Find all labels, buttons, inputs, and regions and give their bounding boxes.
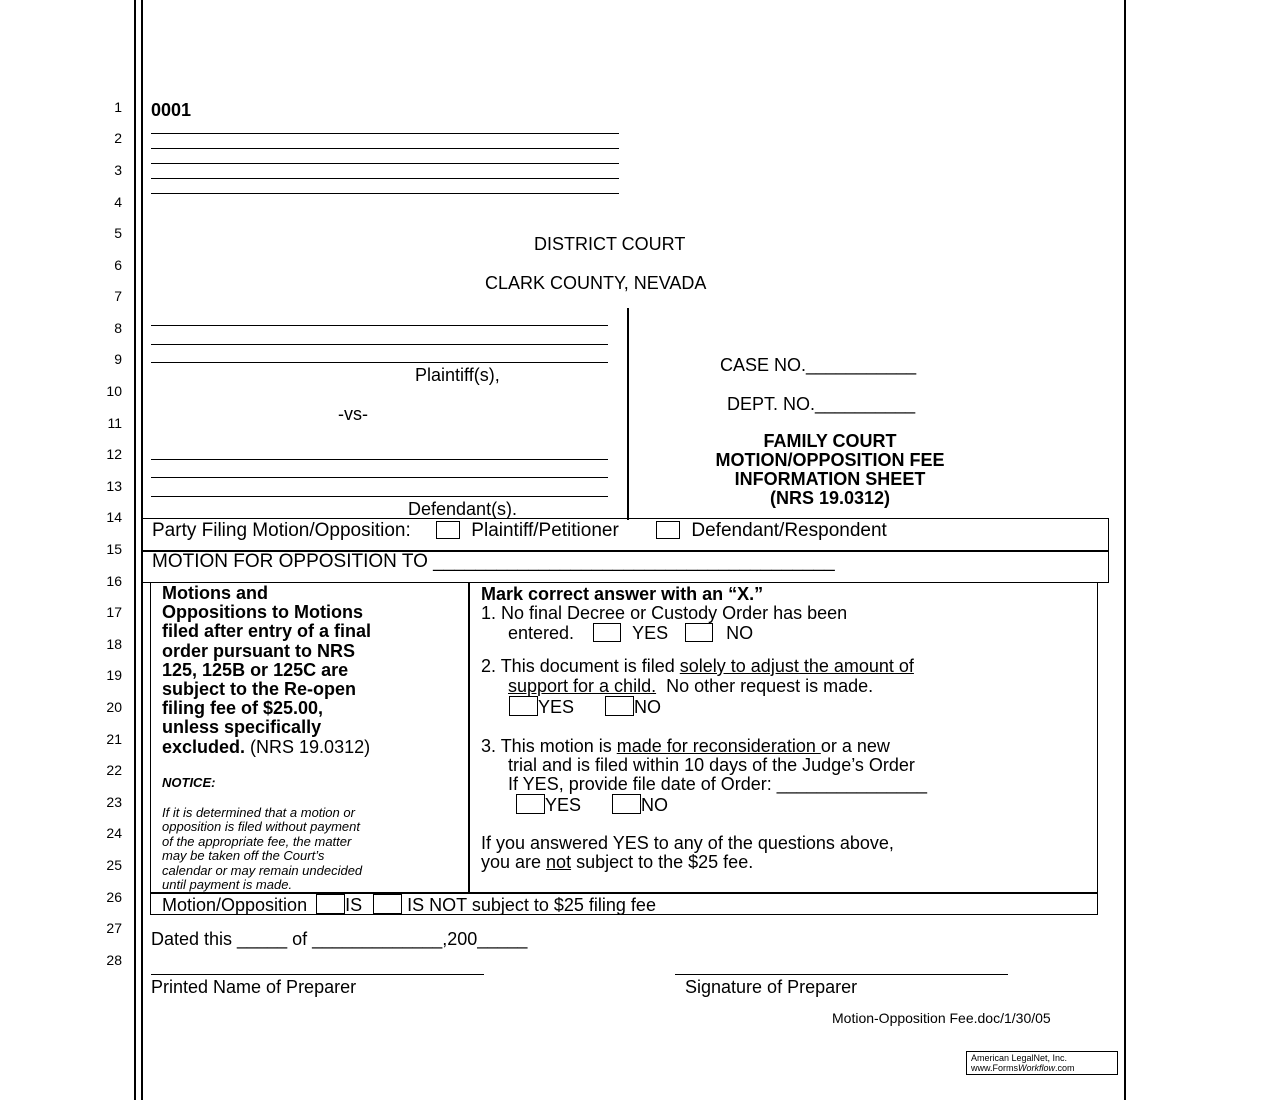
line-number: 21 <box>106 731 122 747</box>
signature-label: Signature of Preparer <box>685 977 858 997</box>
notice-line: may be taken off the Court’s <box>162 848 325 864</box>
line-number: 24 <box>106 825 122 841</box>
reopen-fee-line: unless specifically <box>162 717 322 738</box>
form-title-line: (NRS 19.0312) <box>769 488 891 508</box>
question-2-emphasis: solely to adjust the amount of <box>679 656 914 676</box>
plaintiff-line[interactable] <box>151 325 608 326</box>
notice-line: If it is determined that a motion or <box>162 805 355 820</box>
line-number: 2 <box>114 130 122 146</box>
yes-label: YES <box>545 795 582 815</box>
brand-url-part: Workflow <box>1018 1063 1056 1073</box>
question-2-text: 2. This document is filed <box>481 656 680 676</box>
line-number: 23 <box>106 794 122 810</box>
printed-name-label: Printed Name of Preparer <box>151 977 357 997</box>
order-date-field[interactable]: If YES, provide file date of Order: _______________ <box>508 774 927 794</box>
q1-yes-checkbox[interactable] <box>593 623 621 642</box>
defendant-label: Defendant(s). <box>408 499 518 519</box>
line-number: 26 <box>106 889 122 905</box>
q1-no-checkbox[interactable] <box>685 623 713 642</box>
reopen-fee-text <box>162 584 371 757</box>
line-number: 27 <box>106 920 122 936</box>
reopen-fee-line: subject to the Re-open <box>162 679 357 700</box>
is-checkbox[interactable] <box>316 894 345 914</box>
line-number: 6 <box>114 257 122 273</box>
question-3-answer <box>516 794 668 816</box>
reopen-fee-line: filed after entry of a final <box>162 621 372 642</box>
line-number: 3 <box>114 162 122 178</box>
summary-text: you are <box>481 852 547 872</box>
question-2-text: No other request is made. <box>656 676 874 696</box>
line-number: 4 <box>114 194 122 210</box>
line-number: 25 <box>106 857 122 873</box>
footer-filename: Motion-Opposition Fee.doc/1/30/05 <box>832 1010 1051 1026</box>
notice-line: until payment is made. <box>162 877 293 893</box>
question-3-text: or a new <box>820 736 890 756</box>
form-title-line: MOTION/OPPOSITION FEE <box>715 450 945 470</box>
summary-text: subject to the $25 fee. <box>571 852 754 872</box>
line-number: 19 <box>106 667 122 683</box>
defendant-line[interactable] <box>151 459 608 460</box>
q3-yes-checkbox[interactable] <box>516 794 545 814</box>
line-number: 16 <box>106 573 122 589</box>
vs-label: -vs- <box>338 404 368 424</box>
q3-no-checkbox[interactable] <box>612 794 641 814</box>
is-not-checkbox[interactable] <box>373 894 402 914</box>
question-3-line2: trial and is filed within 10 days of the Judge’s Order <box>508 755 915 775</box>
notice-line: opposition is filed without payment <box>162 819 361 835</box>
left-margin-line <box>134 0 136 1100</box>
is-label: IS <box>345 895 363 915</box>
right-margin-line <box>1124 0 1126 1100</box>
summary-emphasis: not <box>546 852 572 872</box>
attorney-line[interactable] <box>151 163 619 164</box>
court-name: DISTRICT COURT <box>534 234 686 254</box>
line-number: 5 <box>114 225 122 241</box>
brand-logo <box>966 1051 1118 1075</box>
reopen-fee-line: 125, 125B or 125C are <box>162 659 349 680</box>
notice-title: NOTICE: <box>162 775 216 790</box>
caption-divider <box>627 308 629 520</box>
line-number: 8 <box>114 320 122 336</box>
question-2-emphasis: support for a child. <box>508 676 657 696</box>
motion-to-field[interactable]: MOTION FOR OPPOSITION TO ______________________________________ <box>152 551 835 572</box>
plaintiff-label: Plaintiff(s), <box>415 365 500 385</box>
question-3 <box>481 736 890 757</box>
q2-yes-checkbox[interactable] <box>509 696 538 716</box>
line-number: 11 <box>107 415 122 431</box>
line-number: 17 <box>106 604 122 620</box>
is-not-label: IS NOT subject to $25 filing fee <box>407 895 656 915</box>
attorney-line[interactable] <box>151 133 619 134</box>
line-number: 14 <box>106 509 122 525</box>
no-label: NO <box>641 795 669 815</box>
brand-url-part: www.Forms <box>971 1063 1018 1073</box>
instructions-heading: Mark correct answer with an “X.” <box>481 584 764 604</box>
reopen-fee-line: Motions and <box>162 583 268 603</box>
line-number: 1 <box>114 99 122 115</box>
yes-label: YES <box>632 623 669 643</box>
case-number-field[interactable]: CASE NO.___________ <box>720 355 917 375</box>
q2-no-checkbox[interactable] <box>605 696 634 716</box>
question-2-answer <box>509 696 661 718</box>
plaintiff-line[interactable] <box>151 362 608 363</box>
plaintiff-checkbox[interactable] <box>436 521 460 539</box>
line-number: 12 <box>106 446 122 462</box>
defendant-line[interactable] <box>151 496 608 497</box>
statute-ref: (NRS 19.0312) <box>245 736 371 757</box>
plaintiff-line[interactable] <box>151 344 608 345</box>
info-box-divider <box>468 582 470 893</box>
question-2-line2 <box>508 676 873 697</box>
reopen-fee-line: order pursuant to NRS <box>162 640 356 661</box>
question-3-emphasis: made for reconsideration <box>616 736 821 756</box>
signature-line[interactable] <box>675 974 1008 975</box>
line-number: 10 <box>106 383 122 399</box>
line-number: 20 <box>106 699 122 715</box>
line-number: 9 <box>114 351 122 367</box>
attorney-line[interactable] <box>151 193 619 194</box>
brand-name: American LegalNet, Inc. <box>971 1053 1068 1063</box>
dated-field[interactable]: Dated this _____ of _____________,200_____ <box>151 929 528 949</box>
court-county: CLARK COUNTY, NEVADA <box>485 273 707 293</box>
line-number: 13 <box>106 478 122 494</box>
printed-name-line[interactable] <box>151 974 484 975</box>
notice-text <box>162 806 362 892</box>
party-row <box>152 520 887 542</box>
notice-line: of the appropriate fee, the matter <box>162 833 352 849</box>
line-number: 22 <box>106 762 122 778</box>
dept-number-field[interactable]: DEPT. NO.__________ <box>727 394 916 414</box>
defendant-option: Defendant/Respondent <box>691 520 887 541</box>
line-number: 18 <box>106 636 122 652</box>
line-number: 15 <box>106 541 122 557</box>
reopen-fee-line: Oppositions to Motions <box>162 602 363 623</box>
attorney-line[interactable] <box>151 178 619 179</box>
question-3-text: 3. This motion is <box>481 736 617 756</box>
question-2 <box>481 656 914 677</box>
party-label: Party Filing Motion/Opposition: <box>152 520 411 541</box>
yes-label: YES <box>538 697 575 717</box>
form-title-line: FAMILY COURT <box>763 431 897 451</box>
question-1: 1. No final Decree or Custody Order has been <box>481 603 848 623</box>
question-1-text: entered. <box>508 623 575 643</box>
defendant-line[interactable] <box>151 477 608 478</box>
summary-line-2 <box>481 852 753 873</box>
brand-url-part: .com <box>1055 1063 1075 1073</box>
brand-url <box>971 1063 1117 1073</box>
line-number: 28 <box>106 952 122 968</box>
form-title-line: INFORMATION SHEET <box>734 469 926 489</box>
notice-line: calendar or may remain undecided <box>162 862 363 878</box>
form-title <box>630 432 1030 508</box>
line-number: 7 <box>114 288 122 304</box>
attorney-line[interactable] <box>151 148 619 149</box>
reopen-fee-line: excluded. <box>162 736 246 757</box>
status-row <box>162 894 656 916</box>
no-label: NO <box>634 697 662 717</box>
status-label: Motion/Opposition <box>162 895 308 915</box>
reopen-fee-line: filing fee of $25.00, <box>162 698 324 719</box>
summary-line-1: If you answered YES to any of the questions above, <box>481 833 894 853</box>
question-1-answer <box>508 623 753 644</box>
form-code: 0001 <box>151 100 192 120</box>
plaintiff-option: Plaintiff/Petitioner <box>471 520 619 541</box>
no-label: NO <box>726 623 754 643</box>
defendant-checkbox[interactable] <box>656 521 680 539</box>
